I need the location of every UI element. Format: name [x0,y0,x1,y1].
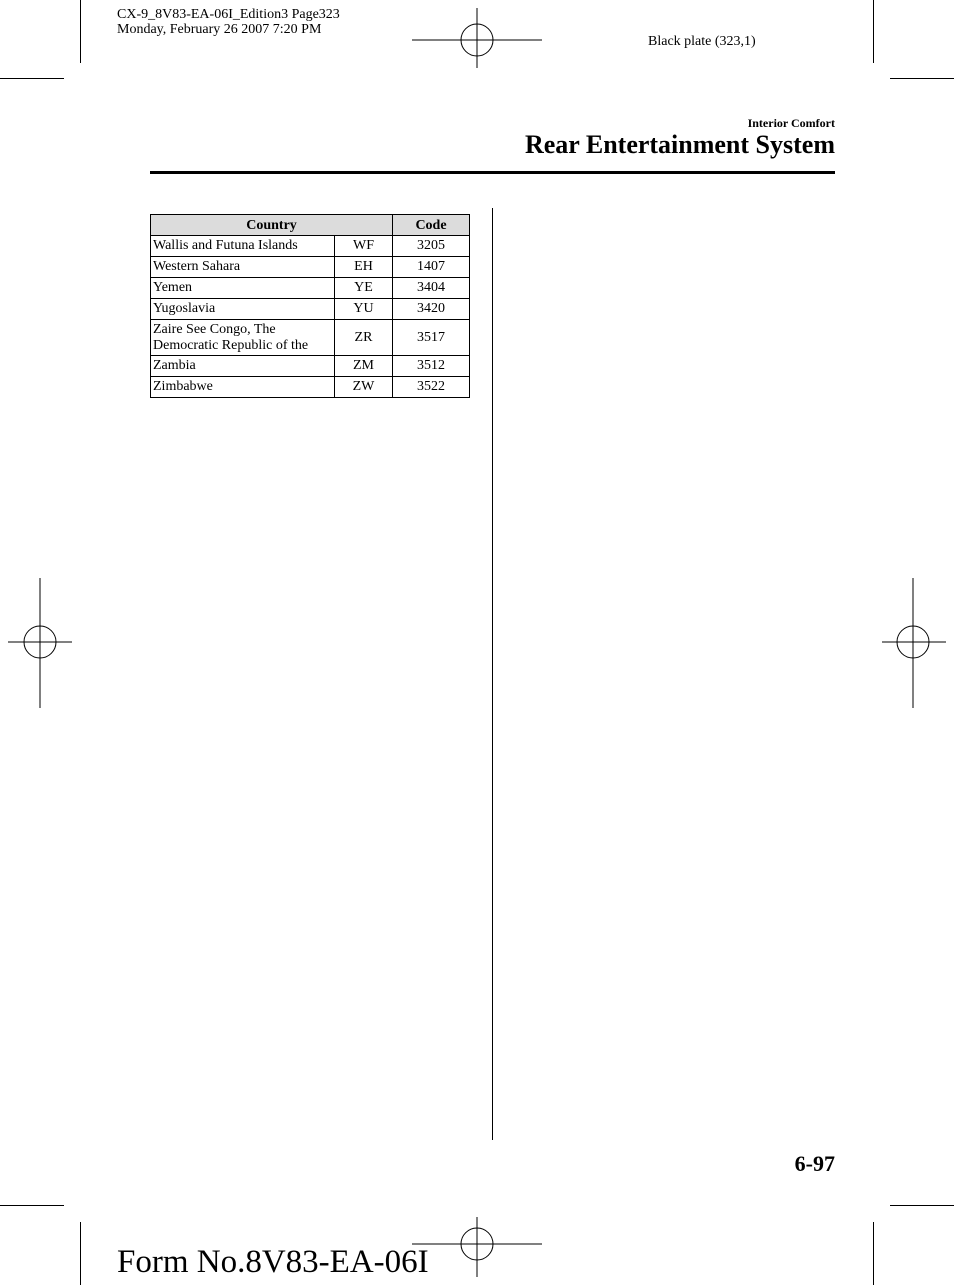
country-code: 3205 [393,236,470,257]
country-name: Zambia [151,356,335,377]
country-abbreviation: EH [335,257,393,278]
registration-mark-top-icon [412,8,542,68]
table-header-row [151,215,470,236]
country-abbreviation: WF [335,236,393,257]
country-code: 3517 [393,320,470,356]
job-info-line2: Monday, February 26 2007 7:20 PM [117,22,322,37]
country-name: Yugoslavia [151,299,335,320]
title-rule [150,171,835,174]
registration-mark-bottom-icon [412,1217,542,1277]
country-abbreviation: YE [335,278,393,299]
country-code-table [150,214,470,398]
country-name [151,320,335,356]
section-label: Interior Comfort [747,116,835,130]
country-name: Western Sahara [151,257,335,278]
crop-mark-top-left-horizontal [0,78,64,79]
table-row [151,377,470,398]
country-name: Wallis and Futuna Islands [151,236,335,257]
country-abbreviation: ZR [335,320,393,356]
header-code: Code [393,215,470,236]
country-name-line2: Democratic Republic of the [153,337,309,353]
table-row [151,257,470,278]
country-abbreviation: YU [335,299,393,320]
crop-mark-bottom-right-vertical [873,1222,874,1285]
job-info-line1: CX-9_8V83-EA-06I_Edition3 Page323 [117,7,340,22]
country-name-line1: Zaire See Congo, The [153,321,276,337]
table-row [151,299,470,320]
crop-mark-bottom-left-vertical [80,1222,81,1285]
country-code: 3512 [393,356,470,377]
plate-info: Black plate (323,1) [648,34,756,49]
country-name: Zimbabwe [151,377,335,398]
crop-mark-top-right-vertical [873,0,874,63]
page-title: Rear Entertainment System [524,130,835,159]
country-code: 3404 [393,278,470,299]
crop-mark-top-left-vertical [80,0,81,63]
page-number: 6-97 [794,1151,835,1176]
table-row [151,320,470,356]
header-country: Country [151,215,393,236]
country-abbreviation: ZM [335,356,393,377]
form-number: Form No.8V83-EA-06I [117,1244,429,1280]
table-row [151,356,470,377]
country-code: 3522 [393,377,470,398]
table-row [151,236,470,257]
country-abbreviation: ZW [335,377,393,398]
country-code: 1407 [393,257,470,278]
crop-mark-bottom-right-horizontal [890,1205,954,1206]
crop-mark-bottom-left-horizontal [0,1205,64,1206]
country-code: 3420 [393,299,470,320]
column-divider [492,208,493,1140]
job-info [117,7,340,37]
registration-mark-left-icon [8,578,72,708]
country-name: Yemen [151,278,335,299]
registration-mark-right-icon [882,578,946,708]
crop-mark-top-right-horizontal [890,78,954,79]
table-row [151,278,470,299]
